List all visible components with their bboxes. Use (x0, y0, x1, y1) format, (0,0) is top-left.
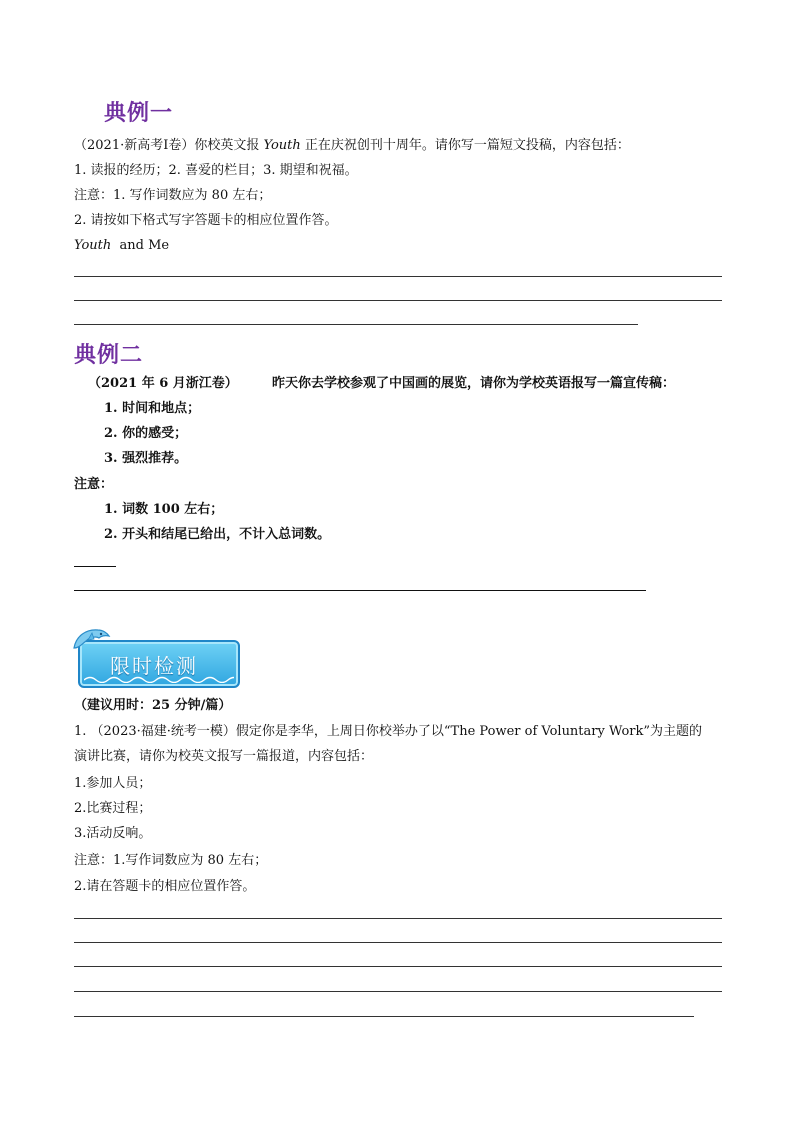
suggested-time: （建议用时：25 分钟/篇） (74, 698, 232, 713)
example1-note2: 2. 请按如下格式写字答题卡的相应位置作答。 (74, 213, 338, 228)
question1-note1: 注意：1.写作词数应为 80 左右； (74, 853, 268, 868)
example2-heading: 典例二 (74, 343, 144, 368)
question1-line1: 1. （2023·福建·统考一模）假定你是李华，上周日你校举办了以“The Power of Voluntary Work”为主题的 (74, 724, 703, 739)
answer-line (74, 918, 722, 919)
answer-line (74, 566, 116, 567)
wave-decoration (84, 675, 234, 683)
question1-note2: 2.请在答题卡的相应位置作答。 (74, 879, 256, 894)
question1-point: 3.活动反响。 (74, 826, 152, 841)
example1-title (74, 238, 169, 254)
example1-prompt-italic: Youth (263, 138, 301, 153)
example2-note: 1. 词数 100 左右； (104, 502, 224, 517)
timed-test-label: 限时检测 (110, 654, 198, 678)
answer-line (74, 590, 646, 591)
question1-point: 1.参加人员； (74, 776, 152, 791)
answer-line (74, 966, 722, 967)
dolphin-icon (70, 624, 112, 658)
answer-line (74, 991, 722, 992)
example2-note: 2. 开头和结尾已给出，不计入总词数。 (104, 527, 331, 542)
answer-line (74, 1016, 694, 1017)
question1-point: 2.比赛过程； (74, 801, 152, 816)
example2-note-label: 注意： (74, 477, 114, 492)
example2-point: 1. 时间和地点； (104, 401, 201, 416)
example1-prompt (74, 138, 630, 154)
answer-line (74, 324, 638, 325)
example2-point: 3. 强烈推荐。 (104, 451, 188, 466)
example1-title-rest: and Me (119, 238, 170, 253)
answer-line (74, 942, 722, 943)
example2-source: （2021 年 6 月浙江卷） (88, 376, 238, 391)
example1-heading: 典例一 (104, 101, 174, 126)
example1-title-italic: Youth (74, 238, 112, 253)
example1-prompt-prefix: （2021·新高考Ⅰ卷）你校英文报 (74, 138, 260, 153)
example1-points: 1. 读报的经历；2. 喜爱的栏目；3. 期望和祝福。 (74, 163, 358, 178)
answer-line (74, 276, 722, 277)
example1-prompt-suffix: 正在庆祝创刊十周年。请你写一篇短文投稿，内容包括： (304, 138, 630, 153)
example2-prompt: 昨天你去学校参观了中国画的展览，请你为学校英语报写一篇宣传稿： (272, 376, 676, 391)
example2-point: 2. 你的感受； (104, 426, 188, 441)
answer-line (74, 300, 722, 301)
question1-line2: 演讲比赛，请你为校英文报写一篇报道，内容包括： (74, 749, 374, 764)
example1-note1: 注意：1. 写作词数应为 80 左右； (74, 188, 272, 203)
